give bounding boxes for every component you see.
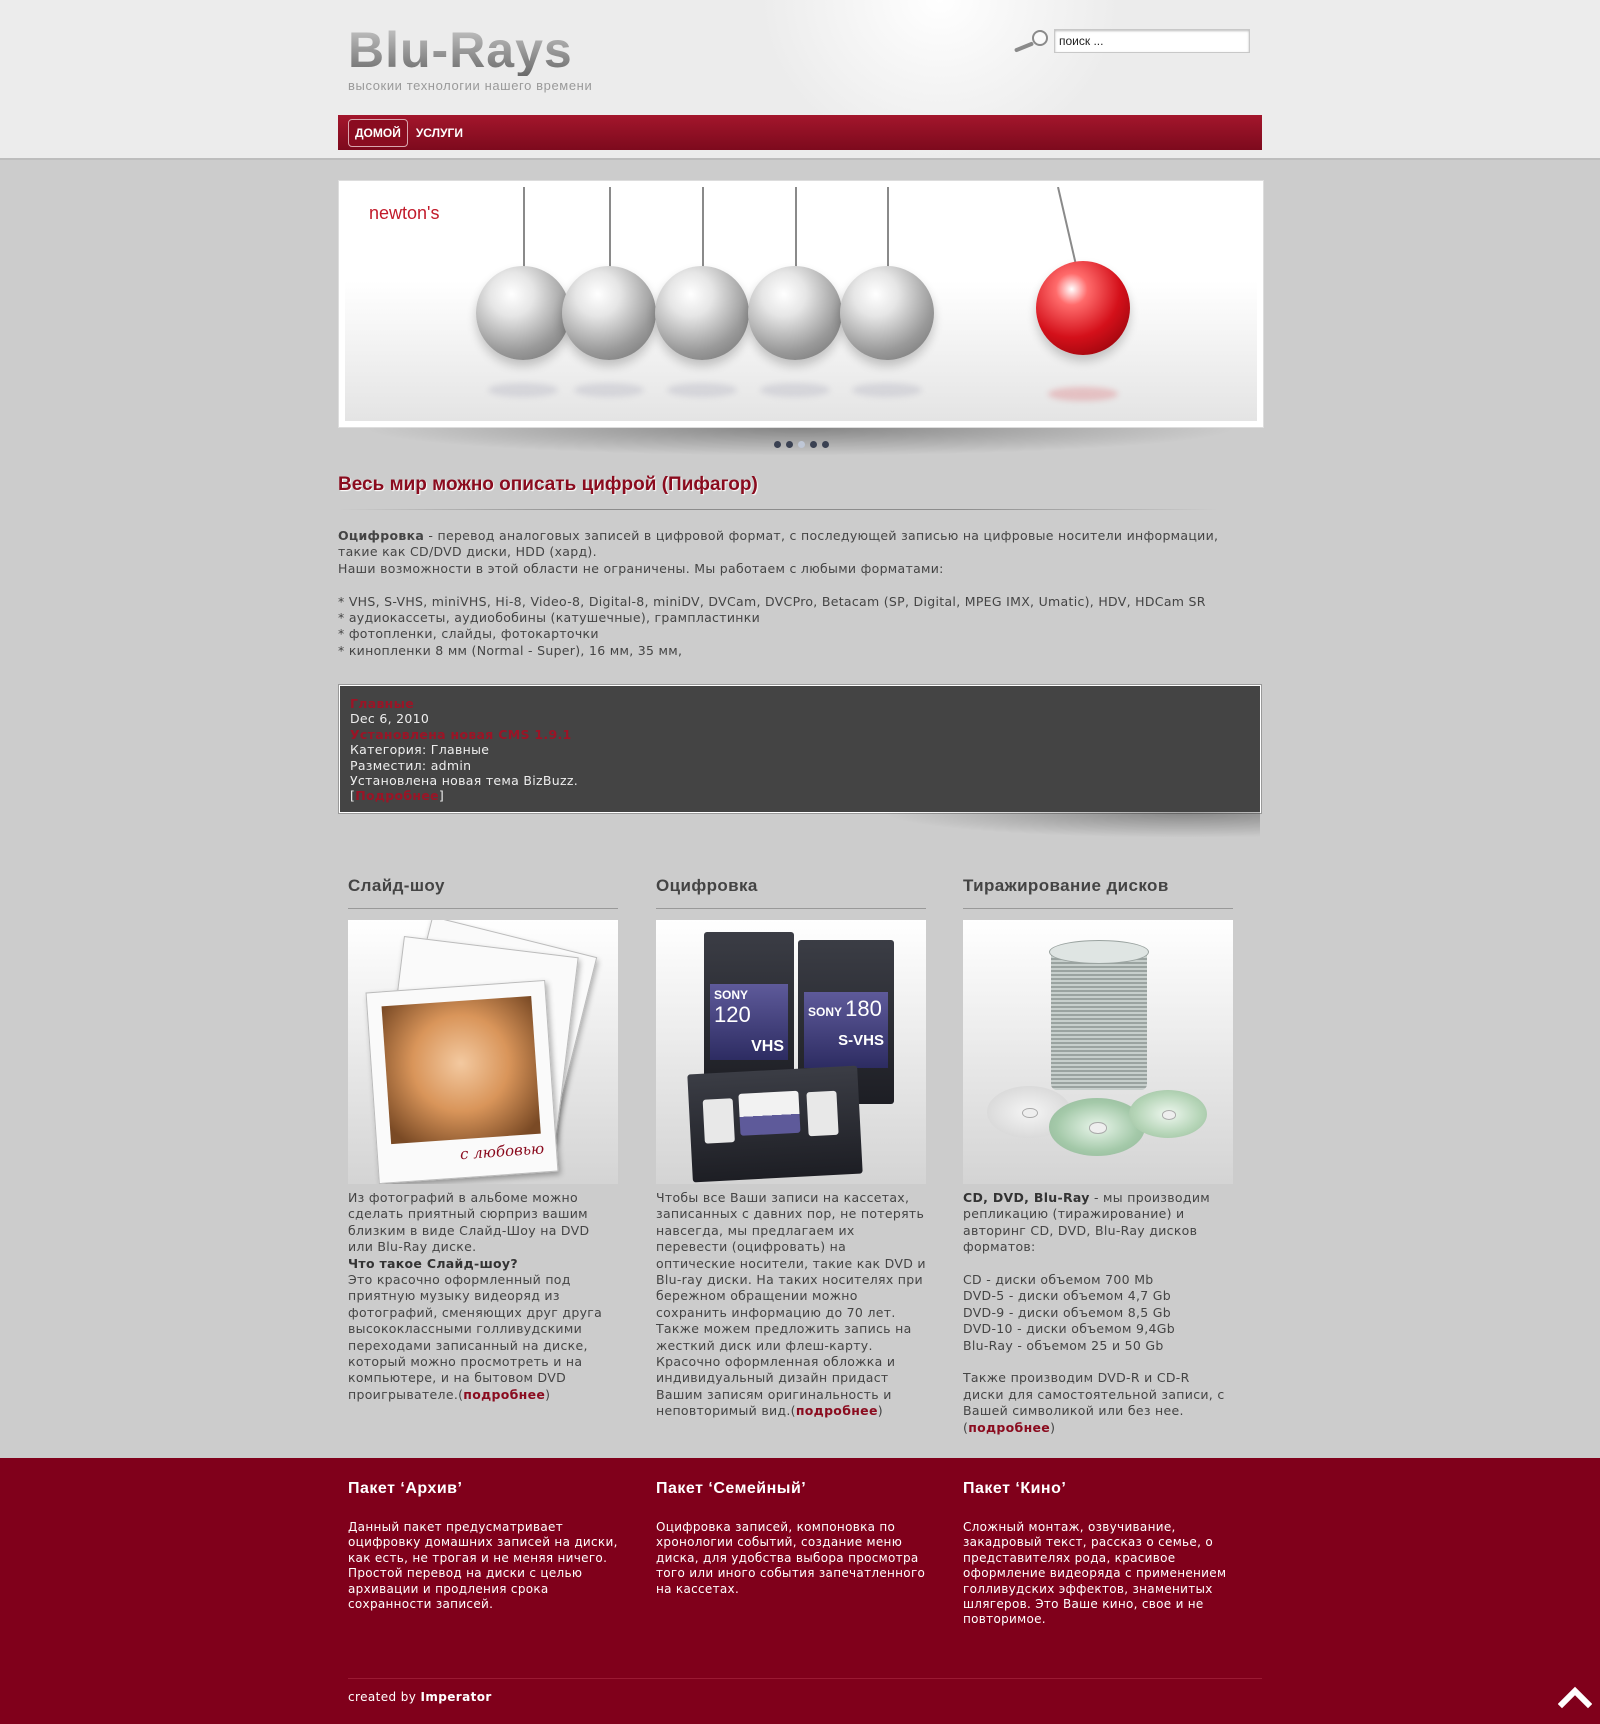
- feature-column-digitization: Оцифровка SONY 120 VHS SONY 180 S-VHS Чтобы все Ваши записи на кассетах, записанных с давних пор, не потерять навсегда, мы предлагаем их перевести (оцифровать) на оптические носители, такие как DVD и Blu-ray диски. На таких носителях при бережном обращении можно сохранить информацию до 70 лет. Также можем предложить запись на жесткий диск или флеш-карту. Красочно оформленная обложка и индивидуальный дизайн придаст Вашим записям оригинальность и неповторимый вид.(подробнее): [656, 876, 926, 1419]
- polaroid-photo: [366, 980, 559, 1184]
- package-title: Пакет ‘Кино’: [963, 1480, 1067, 1497]
- news-summary: Установлена новая тема BizBuzz.: [350, 773, 578, 789]
- image-slider[interactable]: [338, 180, 1264, 428]
- news-headline-link[interactable]: Установлена новая CMS 1.9.1: [350, 726, 572, 742]
- format-list-item: * кинопленки 8 мм (Normal - Super), 16 мм, 35 мм,: [338, 642, 683, 658]
- search-form: [1012, 28, 1250, 54]
- news-author: Разместил: admin: [350, 757, 472, 773]
- main-nav: [338, 115, 1262, 150]
- divider: [338, 509, 1218, 510]
- tape-type: S-VHS: [838, 1032, 884, 1049]
- column-text: - мы производим репликацию (тиражирование) и авторинг CD, DVD, Blu-Ray дисков форматов:: [963, 1190, 1210, 1255]
- more-link[interactable]: подробнее: [968, 1419, 1051, 1435]
- article-body: [338, 528, 1258, 659]
- slider-dot[interactable]: [774, 441, 781, 448]
- column-text: Из фотографий в альбоме можно сделать приятный сюрприз вашим близким в виде Слайд-Шоу на DVD или Blu-Ray диске.: [348, 1190, 590, 1255]
- site-logo[interactable]: [348, 24, 592, 93]
- slideshow-image: [348, 920, 618, 1184]
- bracket: ]: [438, 788, 445, 804]
- pendulum-ball: [562, 266, 656, 360]
- slider-pagination: [774, 441, 829, 448]
- pendulum-ball-red: [1036, 261, 1130, 355]
- tape-type: VHS: [751, 1038, 784, 1055]
- credits-prefix: created by: [348, 1690, 421, 1704]
- column-title: Тиражирование дисков: [963, 876, 1169, 895]
- article-line: Наши возможности в этой области не ограничены. Мы работаем с любыми форматами:: [338, 560, 944, 576]
- format-list-item: * VHS, S-VHS, miniVHS, Hi-8, Video-8, Digital-8, miniDV, DVCam, DVCPro, Betacam (SP, Digital, MPEG IMX, Umatic), HDV, HDCam SR: [338, 593, 1206, 609]
- format-item: DVD-5 - диски объемом 4,7 Gb: [963, 1288, 1172, 1304]
- slider-dot[interactable]: [786, 441, 793, 448]
- package-title: Пакет ‘Архив’: [348, 1480, 463, 1497]
- bracket: [: [350, 788, 356, 804]
- column-text: Также производим DVD-R и CD-R диски для самостоятельной записи, с Вашей символикой или без нее.: [963, 1370, 1225, 1419]
- article-title: Весь мир можно описать цифрой (Пифагор): [338, 474, 758, 495]
- news-shadow: [880, 812, 1260, 838]
- cassettes-image: [656, 920, 926, 1184]
- package-family: [656, 1480, 926, 1597]
- column-title: Оцифровка: [656, 876, 758, 895]
- slide-image: [345, 187, 1257, 421]
- column-subheading: Что такое Слайд-шоу?: [348, 1255, 518, 1271]
- pendulum-ball: [476, 266, 570, 360]
- column-text: Чтобы все Ваши записи на кассетах, записанных с давних пор, не потерять навсегда, мы предлагаем их перевести (оцифровать) на оптические носители, такие как DVD и Blu-ray диски. На таких носителях при бережном обращении можно сохранить информацию до 70 лет. Также можем предложить запись на жесткий диск или флеш-карту. Красочно оформленная обложка и индивидуальный дизайн придаст Вашим записям оригинальность и неповторимый вид.: [656, 1190, 926, 1419]
- package-title: Пакет ‘Семейный’: [656, 1480, 807, 1497]
- nav-item-home[interactable]: ДОМОЙ: [348, 119, 408, 147]
- pendulum-ball: [840, 266, 934, 360]
- package-text: Оцифровка записей, компоновка по хронологии событий, создание меню диска, для удобства выбора просмотра того или иного события запечатленного на кассетах.: [656, 1520, 926, 1596]
- news-more-link[interactable]: Подробнее: [355, 788, 439, 804]
- column-text: Это красочно оформленный под приятную музыку видеоряд из фотографий, сменяющих друг друга высококлассными голливудскими переходами записанный на диске, который можно просмотреть и на компьютере, и на бытовом DVD проигрывателе.: [348, 1272, 603, 1402]
- pendulum-ball: [655, 266, 749, 360]
- package-cinema: [963, 1480, 1233, 1628]
- slider-dot[interactable]: [822, 441, 829, 448]
- site-title[interactable]: Blu-Rays: [348, 24, 592, 76]
- search-icon[interactable]: [1012, 28, 1050, 54]
- more-link[interactable]: подробнее: [463, 1386, 546, 1402]
- format-item: DVD-9 - диски объемом 8,5 Gb: [963, 1304, 1172, 1320]
- site-tagline: высокии технологии нашего времени: [348, 78, 593, 93]
- disc: [1129, 1090, 1207, 1138]
- more-link[interactable]: подробнее: [795, 1403, 878, 1419]
- column-title: Слайд-шоу: [348, 876, 445, 895]
- photo-signature: с любовью: [459, 1139, 545, 1164]
- news-date: Dec 6, 2010: [350, 711, 430, 727]
- scroll-to-top-icon[interactable]: [1558, 1680, 1592, 1714]
- feature-column-replication: Тиражирование дисков CD, DVD, Blu-Ray - мы производим репликацию (тиражирование) и авторинг CD, DVD, Blu-Ray дисков форматов: CD - диски объемом 700 Mb DVD-5 - диски объемом 4,7 Gb DVD-9 - диски объемом 8,5 Gb DVD-10 - диски объемом 9,4Gb Blu-Ray - объемом 25 и 50 Gb Также производим DVD-R и CD-R диски для самостоятельной записи, с Вашей символикой или без нее.(подробнее): [963, 876, 1233, 1436]
- column-text-bold: CD, DVD, Blu-Ray: [963, 1190, 1090, 1205]
- news-category-link[interactable]: Главные: [350, 696, 414, 711]
- pendulum-ball: [748, 266, 842, 360]
- credits-author[interactable]: Imperator: [420, 1690, 492, 1704]
- tape-brand: SONY: [714, 988, 748, 1002]
- article-intro-bold: Оцифровка: [338, 528, 425, 543]
- format-item: CD - диски объемом 700 Mb: [963, 1272, 1154, 1288]
- article-intro: [338, 528, 1258, 561]
- credits: [348, 1690, 492, 1704]
- package-archive: [348, 1480, 618, 1612]
- format-list-item: * аудиокассеты, аудиобобины (катушечные), грампластинки: [338, 610, 760, 626]
- tape-number: 120: [714, 1002, 751, 1027]
- article-intro-text: - перевод аналоговых записей в цифровой формат, с последующей записью на цифровые носители информации, такие как CD/DVD диски, HDD (хард).: [338, 528, 1219, 560]
- news-box: [339, 685, 1261, 813]
- package-text: Сложный монтаж, озвучивание, закадровый текст, рассказ о семье, о представителях рода, красивое оформление видеоряда с применением голливудских эффектов, знаменитых шлягеров. Это Ваше кино, свое и не повторимое.: [963, 1520, 1227, 1627]
- slide-brand-text: newton's: [369, 203, 440, 223]
- divider: [348, 1678, 1262, 1679]
- format-item: DVD-10 - диски объемом 9,4Gb: [963, 1321, 1176, 1337]
- tape-number: 180: [845, 996, 882, 1021]
- package-text: Данный пакет предусматривает оцифровку домашних записей на диски, как есть, не трогая и не меняя ничего. Простой перевод на диски с целью архивации и продления срока сохранности записей.: [348, 1520, 618, 1612]
- search-input[interactable]: [1054, 29, 1250, 53]
- format-item: Blu-Ray - объемом 25 и 50 Gb: [963, 1337, 1164, 1353]
- nav-item-services[interactable]: УСЛУГИ: [415, 125, 463, 140]
- slider-dot[interactable]: [810, 441, 817, 448]
- news-category: Категория: Главные: [350, 742, 490, 758]
- slider-dot-active[interactable]: [798, 441, 805, 448]
- footer: [0, 1458, 1600, 1724]
- feature-column-slideshow: Слайд-шоу с любовью Из фотографий в альбоме можно сделать приятный сюрприз вашим близким в виде Слайд-Шоу на DVD или Blu-Ray диске. Что такое Слайд-шоу? Это красочно оформленный под приятную музыку видеоряд из фотографий, сменяющих друг друга высококлассными голливудскими переходами записанный на диске, который можно просмотреть и на компьютере, и на бытовом DVD проигрывателе.(подробнее): [348, 876, 618, 1403]
- disc-spindle: [1051, 950, 1147, 1090]
- tape-brand: SONY: [808, 1005, 842, 1019]
- discs-image: [963, 920, 1233, 1184]
- format-list-item: * фотопленки, слайды, фотокарточки: [338, 626, 599, 642]
